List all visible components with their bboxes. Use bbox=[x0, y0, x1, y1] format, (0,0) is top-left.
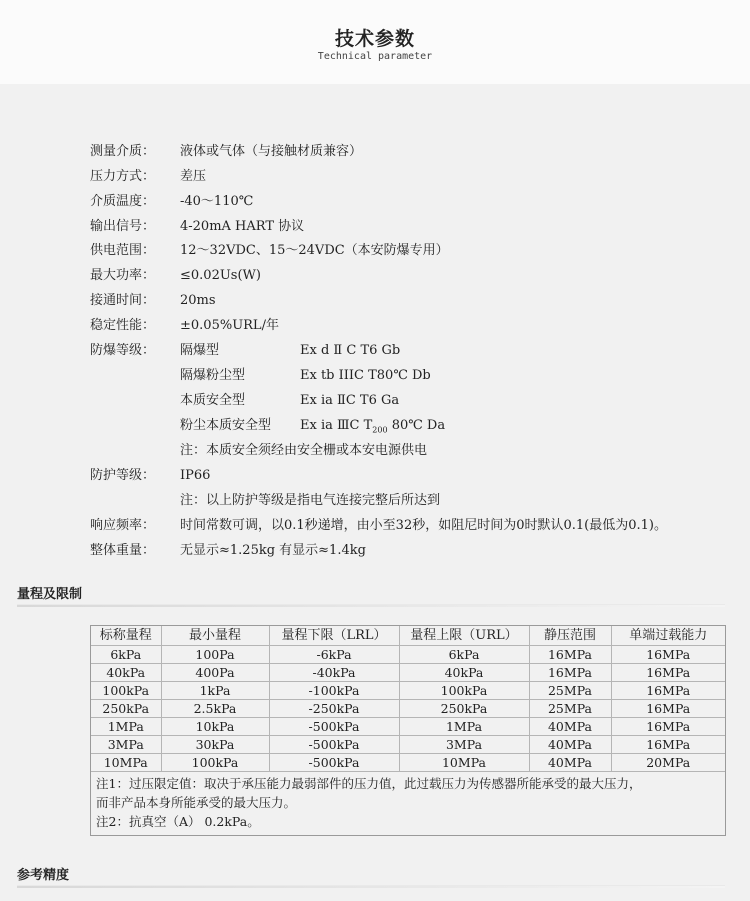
table-cell: 1MPa bbox=[91, 718, 161, 736]
table-cell: 25MPa bbox=[529, 682, 611, 700]
table-cell: 250kPa bbox=[91, 700, 161, 718]
spec-label: 接通时间： bbox=[90, 293, 156, 308]
page-header bbox=[0, 0, 750, 84]
table-cell: 16MPa bbox=[611, 718, 725, 736]
table-cell: 100kPa bbox=[91, 682, 161, 700]
section-reference-accuracy bbox=[17, 864, 725, 883]
table-row bbox=[91, 700, 725, 718]
table-cell: 16MPa bbox=[611, 682, 725, 700]
spec-value: 12～32VDC、15～24VDC（本安防爆专用） bbox=[180, 243, 449, 258]
table-cell: -500kPa bbox=[269, 718, 399, 736]
section-divider bbox=[17, 604, 725, 607]
explosion-code: Ex ia ⅡC T6 Ga bbox=[300, 393, 400, 408]
table-cell: -40kPa bbox=[269, 664, 399, 682]
section-title: 量程及限制 bbox=[17, 587, 83, 602]
explosion-type: 隔爆粉尘型 bbox=[180, 368, 246, 383]
explosion-type: 本质安全型 bbox=[180, 393, 246, 408]
explosion-code: Ex tb IIIC T80℃ Db bbox=[300, 368, 431, 383]
table-cell: 6kPa bbox=[399, 646, 529, 664]
explosion-note: 注：本质安全须经由安全栅或本安电源供电 bbox=[180, 443, 428, 458]
table-cell: -500kPa bbox=[269, 736, 399, 754]
explosion-code bbox=[300, 415, 445, 442]
section-range-limits bbox=[17, 583, 725, 602]
column-header: 静压范围 bbox=[529, 626, 611, 646]
table-cell: 30kPa bbox=[161, 736, 269, 754]
note-2: 注2：抗真空（A） 0.2kPa。 bbox=[96, 814, 260, 829]
table-row bbox=[91, 754, 725, 772]
column-header: 单端过载能力 bbox=[611, 626, 725, 646]
table-row bbox=[91, 718, 725, 736]
table-cell: 400Pa bbox=[161, 664, 269, 682]
table-cell: 16MPa bbox=[611, 736, 725, 754]
table-cell: 2.5kPa bbox=[161, 700, 269, 718]
note-1-line-2: 而非产品本身所能承受的最大压力。 bbox=[96, 795, 297, 810]
protection-note: 注：以上防护等级是指电气连接完整后所达到 bbox=[180, 493, 441, 508]
table-cell: -6kPa bbox=[269, 646, 399, 664]
table-cell: 3MPa bbox=[399, 736, 529, 754]
section-divider bbox=[17, 885, 725, 888]
table-header-row bbox=[91, 626, 725, 646]
table-row bbox=[91, 736, 725, 754]
table-cell: 10MPa bbox=[399, 754, 529, 772]
table-cell: 250kPa bbox=[399, 700, 529, 718]
spec-label: 防护等级： bbox=[90, 468, 156, 483]
column-header: 最小量程 bbox=[161, 626, 269, 646]
explosion-code-subscript: 200 bbox=[372, 425, 388, 435]
table-cell: 40MPa bbox=[529, 718, 611, 736]
spec-label: 压力方式： bbox=[90, 169, 156, 184]
table-cell: 16MPa bbox=[611, 664, 725, 682]
explosion-type: 隔爆型 bbox=[180, 343, 220, 358]
explosion-code-main: Ex ia ⅢC T bbox=[300, 418, 373, 433]
table-cell: 16MPa bbox=[611, 700, 725, 718]
spec-label: 最大功率： bbox=[90, 268, 156, 283]
table-cell: 100kPa bbox=[161, 754, 269, 772]
spec-value: 20ms bbox=[180, 293, 216, 308]
spec-value: IP66 bbox=[180, 468, 211, 483]
table-row bbox=[91, 682, 725, 700]
spec-label: 响应频率： bbox=[90, 518, 156, 533]
spec-value: -40～110℃ bbox=[180, 194, 254, 209]
table-cell: 6kPa bbox=[91, 646, 161, 664]
spec-value: ≤0.02Us(W) bbox=[180, 268, 261, 283]
section-title: 参考精度 bbox=[17, 868, 70, 883]
table-cell: 40kPa bbox=[91, 664, 161, 682]
table-cell: 16MPa bbox=[611, 646, 725, 664]
table-row bbox=[91, 646, 725, 664]
column-header: 量程上限（URL） bbox=[399, 626, 529, 646]
table-cell: 20MPa bbox=[611, 754, 725, 772]
table-cell: 16MPa bbox=[529, 664, 611, 682]
table-cell: 100kPa bbox=[399, 682, 529, 700]
table-cell: 40MPa bbox=[529, 736, 611, 754]
explosion-type: 粉尘本质安全型 bbox=[180, 418, 272, 433]
spec-label: 介质温度： bbox=[90, 194, 156, 209]
table-cell: -500kPa bbox=[269, 754, 399, 772]
table-cell: 1MPa bbox=[399, 718, 529, 736]
spec-value: 液体或气体（与接触材质兼容） bbox=[180, 144, 363, 159]
note-1-line-1: 注1：过压限定值：取决于承压能力最弱部件的压力值，此过载压力为传感器所能承受的最大压力， bbox=[96, 776, 642, 791]
page-title: 技术参数 bbox=[334, 28, 415, 50]
table-cell: 40MPa bbox=[529, 754, 611, 772]
spec-label: 测量介质： bbox=[90, 144, 156, 159]
table-cell: -100kPa bbox=[269, 682, 399, 700]
table-cell: 40kPa bbox=[399, 664, 529, 682]
spec-value: 差压 bbox=[180, 169, 207, 184]
range-table-container bbox=[90, 625, 726, 836]
explosion-code: Ex d Ⅱ C T6 Gb bbox=[300, 343, 401, 358]
spec-label: 防爆等级： bbox=[90, 343, 156, 358]
spec-label: 输出信号： bbox=[90, 219, 156, 234]
table-cell: 3MPa bbox=[91, 736, 161, 754]
column-header: 标称量程 bbox=[91, 626, 161, 646]
table-cell: 1kPa bbox=[161, 682, 269, 700]
table-cell: 100Pa bbox=[161, 646, 269, 664]
table-row bbox=[91, 664, 725, 682]
column-header: 量程下限（LRL） bbox=[269, 626, 399, 646]
table-cell: 25MPa bbox=[529, 700, 611, 718]
spec-label: 供电范围： bbox=[90, 243, 156, 258]
range-table bbox=[91, 626, 725, 772]
spec-value: 无显示≈1.25kg 有显示≈1.4kg bbox=[180, 543, 366, 558]
table-cell: 10MPa bbox=[91, 754, 161, 772]
table-notes bbox=[91, 772, 725, 835]
table-cell: 10kPa bbox=[161, 718, 269, 736]
spec-value: 4-20mA HART 协议 bbox=[180, 219, 305, 234]
spec-label: 稳定性能： bbox=[90, 318, 156, 333]
table-cell: 16MPa bbox=[529, 646, 611, 664]
spec-value: 时间常数可调，以0.1秒递增，由小至32秒，如阻尼时间为0时默认0.1(最低为0.1)。 bbox=[180, 518, 667, 533]
page-subtitle: Technical parameter bbox=[317, 51, 433, 62]
spec-value: ±0.05%URL/年 bbox=[180, 318, 279, 333]
explosion-code-tail: 80℃ Da bbox=[387, 418, 446, 433]
spec-label: 整体重量： bbox=[90, 543, 156, 558]
table-cell: -250kPa bbox=[269, 700, 399, 718]
